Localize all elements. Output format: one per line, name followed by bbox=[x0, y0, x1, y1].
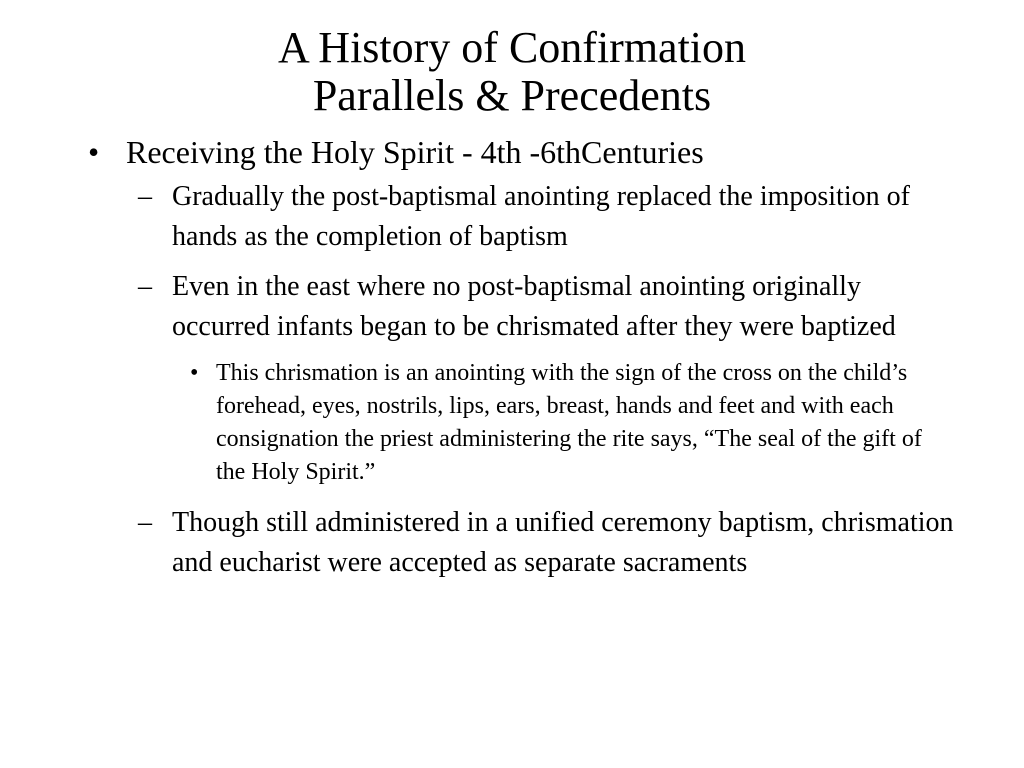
title-line-2: Parallels & Precedents bbox=[312, 71, 712, 120]
bullet-heading-text: Receiving the Holy Spirit - 4th -6thCenturies bbox=[126, 134, 704, 170]
sub-bullet-3-text: Though still administered in a unified ceremony baptism, chrismation and eucharist were accepted as separate sacraments bbox=[172, 507, 954, 578]
title-line-1: A History of Confirmation bbox=[277, 23, 747, 72]
dash-icon: – bbox=[138, 181, 152, 212]
dash-icon: – bbox=[138, 271, 152, 302]
slide-title bbox=[0, 24, 1024, 120]
sub-sub-bullet-text: This chrismation is an anointing with the sign of the cross on the child’s forehead, eyes, nostrils, lips, ears, breast, hands and feet and with each consignation the priest administering the rite says, “The seal of the gift of the Holy Spirit.” bbox=[216, 360, 922, 485]
slide-body bbox=[88, 133, 958, 593]
sub-bullet-1 bbox=[138, 177, 958, 257]
sub-bullet-2 bbox=[138, 267, 958, 347]
dash-icon: – bbox=[138, 507, 152, 538]
sub-bullet-1-text: Gradually the post-baptismal anointing replaced the imposition of hands as the completion of baptism bbox=[172, 181, 910, 252]
bullet-dot-icon: • bbox=[88, 134, 100, 170]
sub-bullet-2-text: Even in the east where no post-baptismal anointing originally occurred infants began to be chrismated after they were baptized bbox=[172, 271, 896, 342]
sub-sub-bullet bbox=[190, 357, 958, 489]
bullet-heading bbox=[88, 133, 958, 171]
sub-bullet-3 bbox=[138, 503, 958, 583]
bullet-dot-icon: • bbox=[190, 360, 199, 386]
